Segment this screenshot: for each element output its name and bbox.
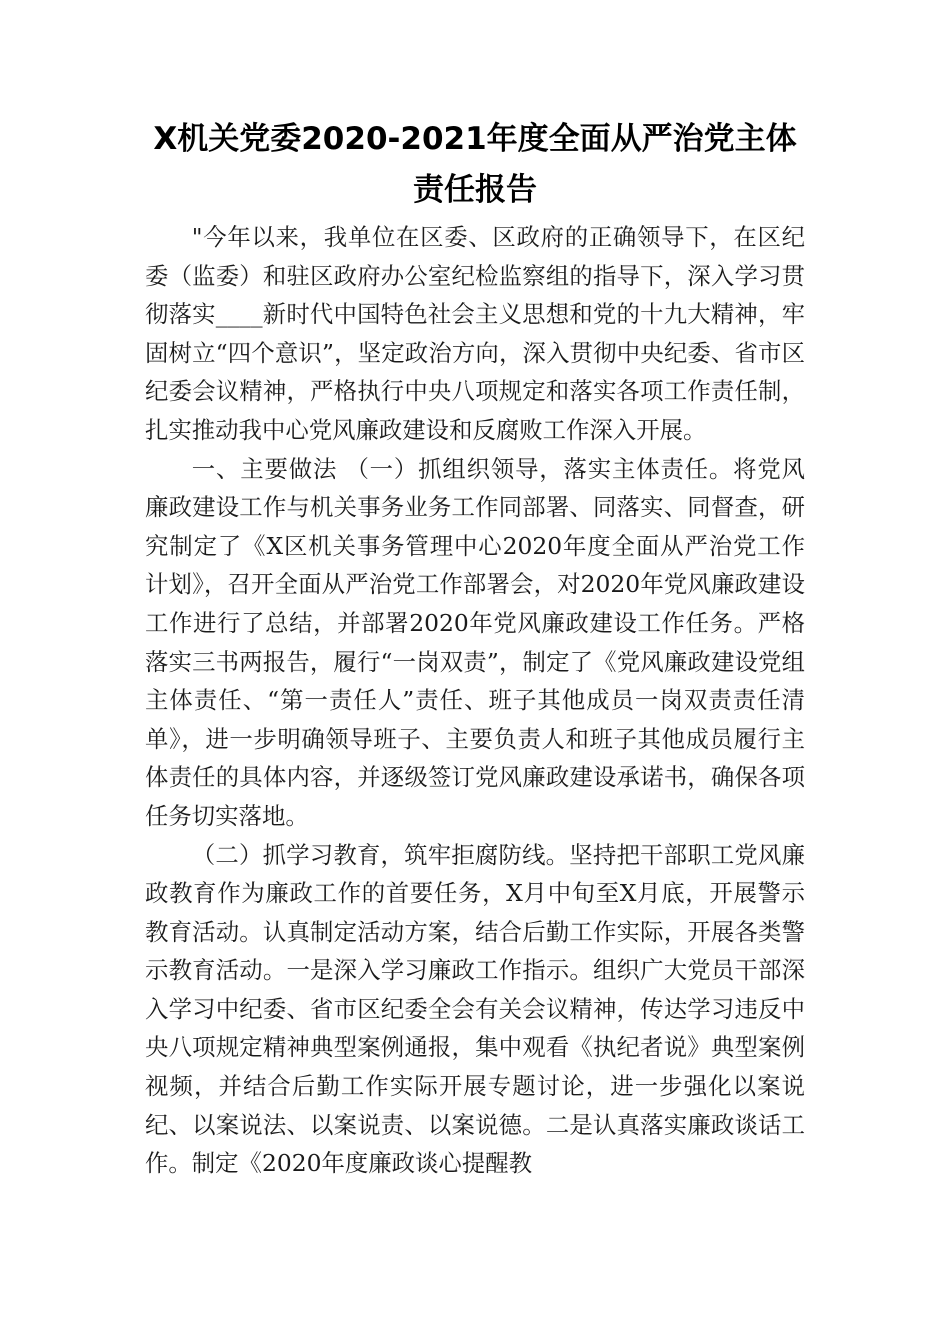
paragraph-intro: "今年以来，我单位在区委、区政府的正确领导下，在区纪委（监委）和驻区政府办公室纪检监察组的指导下，深入学习贯彻落实____新时代中国特色社会主义思想和党的十九大精神，牢固树立“四个意识”，坚定政治方向，深入贯彻中央纪委、省市区纪委会议精神，严格执行中央八项规定和落实各项工作责任制，扎实推动我中心党风廉政建设和反腐败工作深入开展。 [145,223,805,444]
paragraph-main-practices: 一、主要做法 （一）抓组织领导，落实主体责任。将党风廉政建设工作与机关事务业务工作同部署、同落实、同督查，研究制定了《X区机关事务管理中心2020年度全面从严治党工作计划》，召开全面从严治党工作部署会，对2020年党风廉政建设工作进行了总结，并部署2020年党风廉政建设工作任务。严格落实三书两报告，履行“一岗双责”，制定了《党风廉政建设党组主体责任、“第一责任人”责任、班子其他成员一岗双责责任清单》，进一步明确领导班子、主要负责人和班子其他成员履行主体责任的具体内容，并逐级签订党风廉政建设承诺书，确保各项任务切实落地。 [145,454,805,830]
paragraph-study-education: （二）抓学习教育，筑牢拒腐防线。坚持把干部职工党风廉政教育作为廉政工作的首要任务，X月中旬至X月底，开展警示教育活动。认真制定活动方案，结合后勤工作实际，开展各类警示教育活动。一是深入学习廉政工作指示。组织广大党员干部深入学习中纪委、省市区纪委全会有关会议精神，传达学习违反中央八项规定精神典型案例通报，集中观看《执纪者说》典型案例视频，并结合后勤工作实际开展专题讨论，进一步强化以案说纪、以案说法、以案说责、以案说德。二是认真落实廉政谈话工作。制定《2020年度廉政谈心提醒教 [145,840,805,1178]
document-title: X机关党委2020-2021年度全面从严治党主体责任报告 [153,121,797,208]
document-body [145,218,805,1183]
